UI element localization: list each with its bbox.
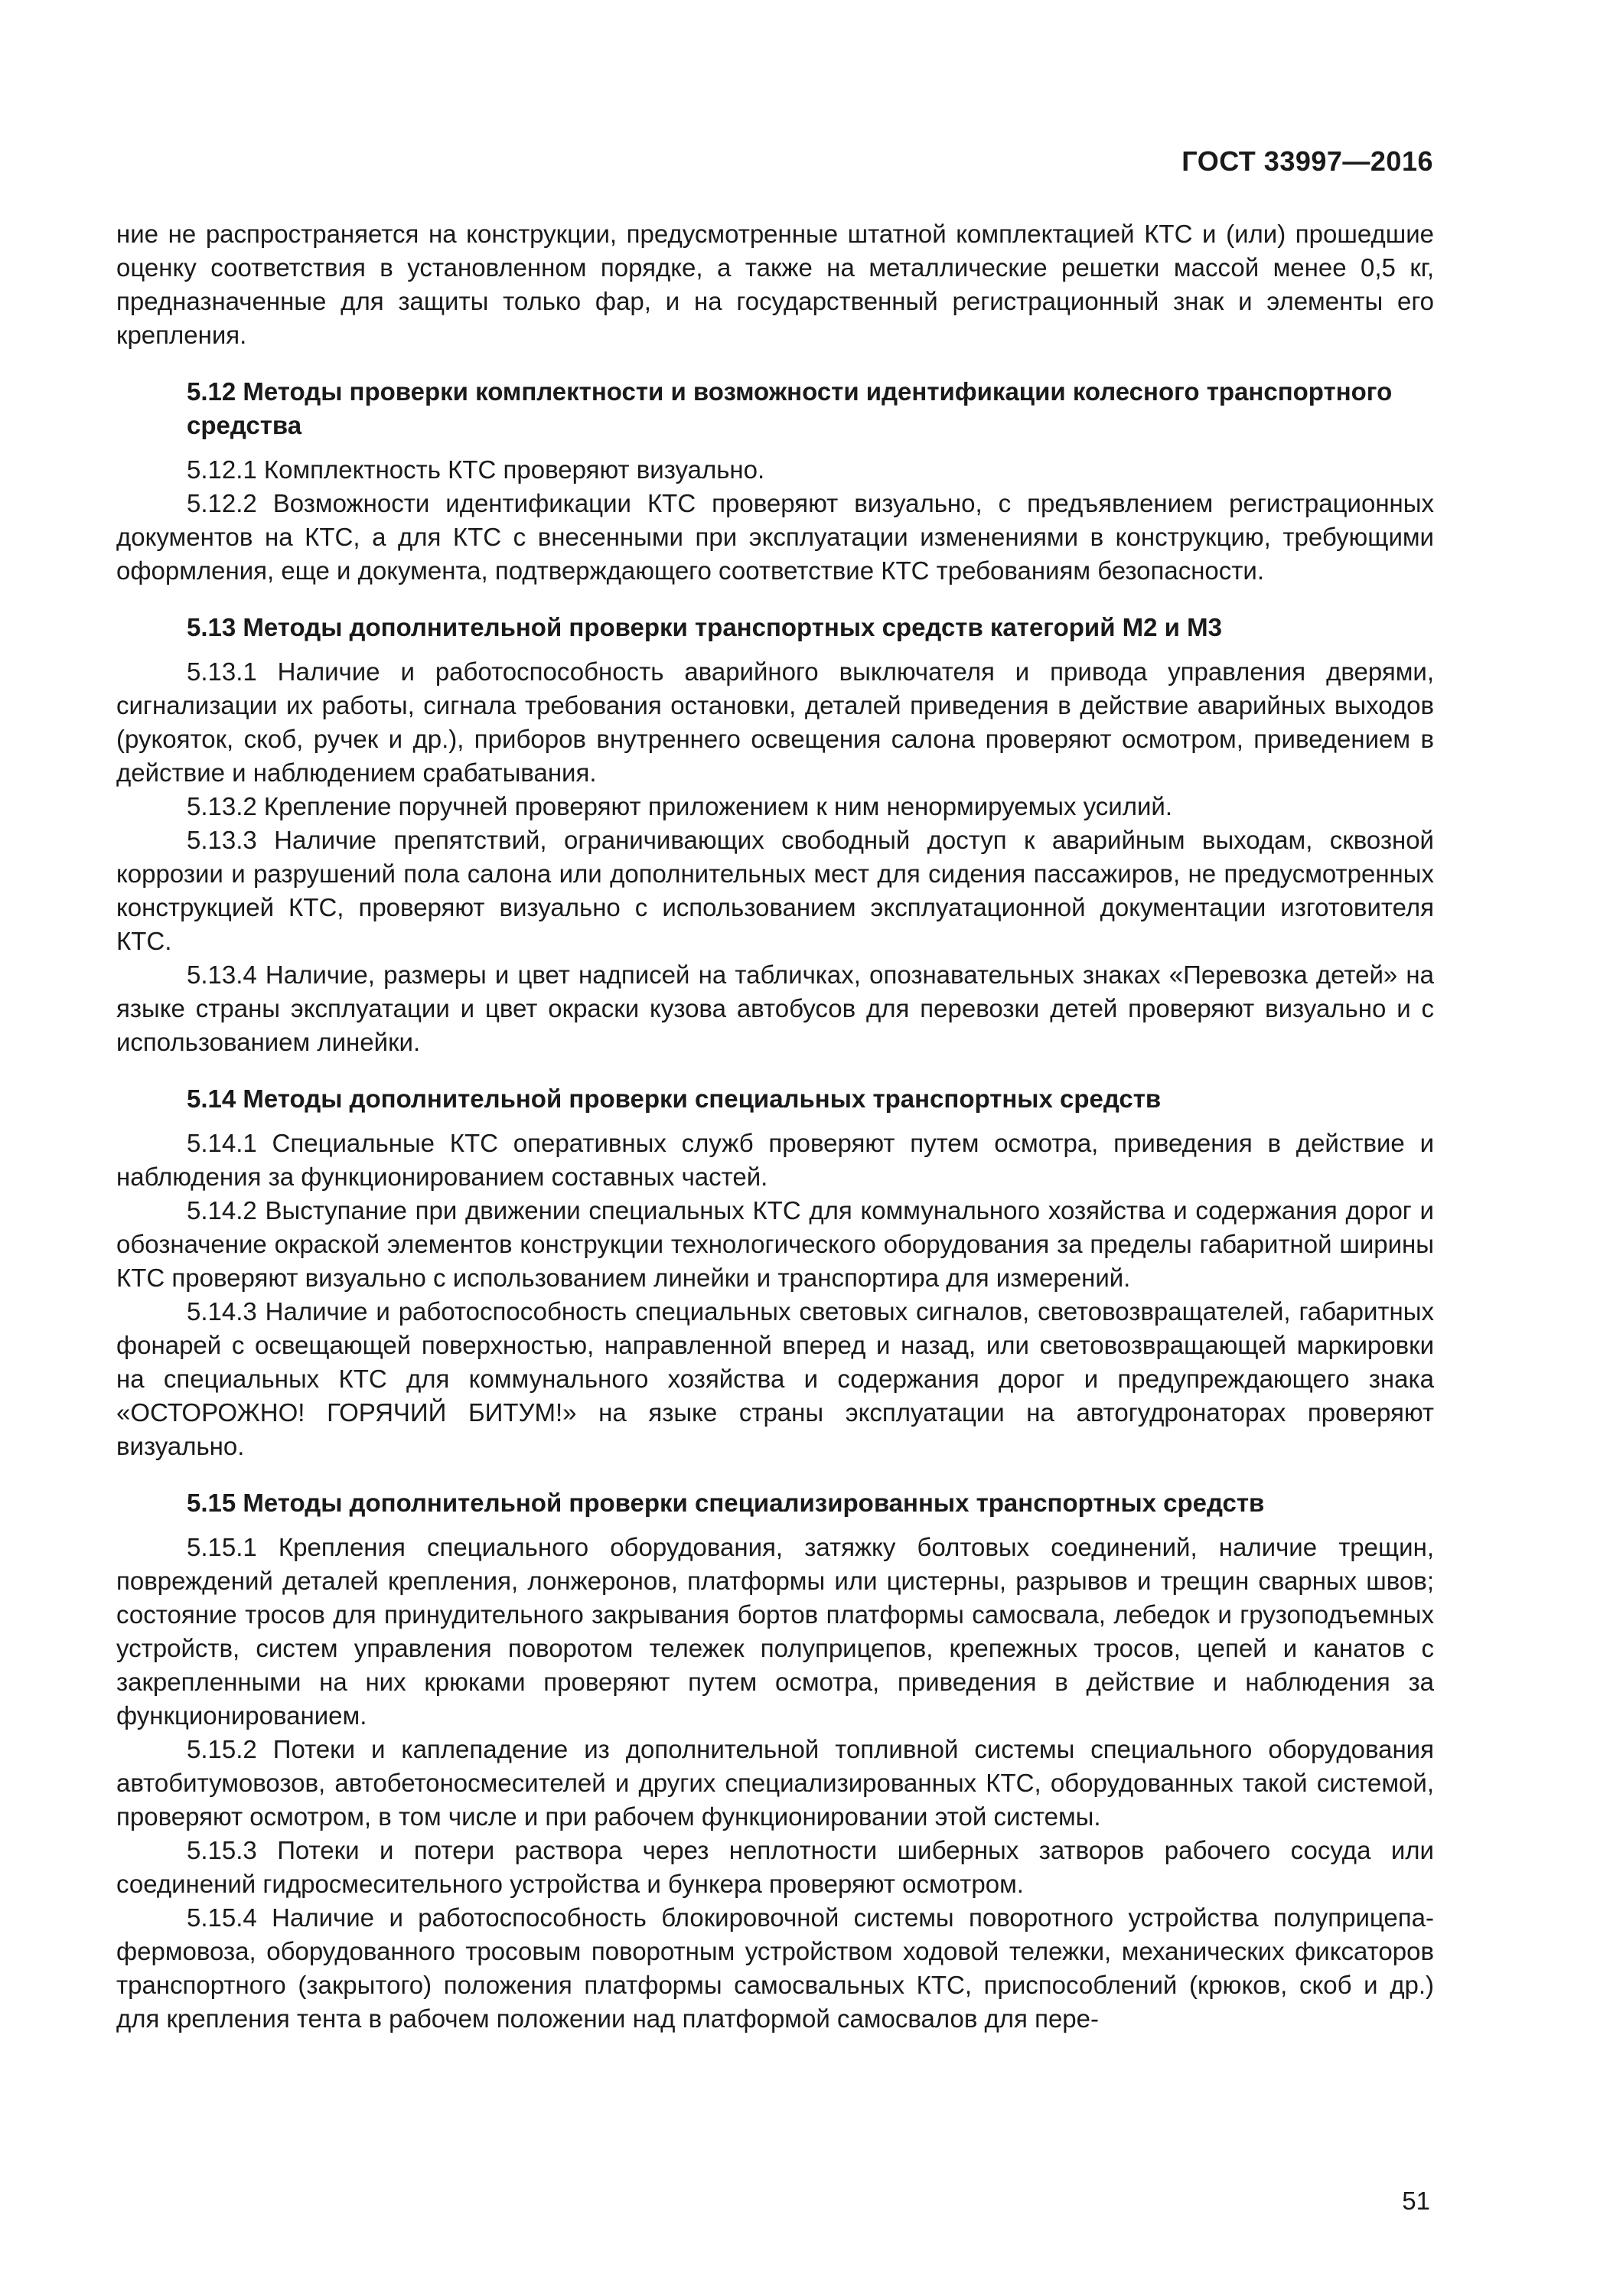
section-heading: 5.13 Методы дополнительной проверки транспортных средств категорий М2 и М3 bbox=[187, 613, 1222, 641]
section-heading: 5.15 Методы дополнительной проверки специализированных транспортных средств bbox=[187, 1489, 1265, 1517]
document-header: ГОСТ 33997—2016 bbox=[1181, 145, 1433, 177]
paragraph: 5.14.1 Специальные КТС оперативных служб проверяют путем осмотра, приведения в действие и наблюдения за функционированием составных частей. bbox=[116, 1129, 1434, 1191]
paragraph: 5.15.1 Крепления специального оборудования, затяжку болтовых соединений, наличие трещин, повреждений деталей крепления, лонжеронов, платформы или цистерны, разрывов и трещин сварных швов; состояние тросов для принудительного закрывания бортов платформы самосвала, лебедок и грузоподъемных устройств, систем управления поворотом тележек полуприцепов, крепежных тросов, цепей и канатов с закрепленными на них крюками проверяют путем осмотра, приведения в действие и наблюдения за функционированием. bbox=[116, 1533, 1434, 1730]
paragraph: 5.15.2 Потеки и каплепадение из дополнительной топливной системы специального оборудования автобитумовозов, автобетоносмесителей и других специализированных КТС, оборудованных такой системой, проверяют осмотром, в том числе и при рабочем функционировании этой системы. bbox=[116, 1735, 1434, 1831]
paragraph: ние не распространяется на конструкции, предусмотренные штатной комплектацией КТС и (или) прошедшие оценку соответствия в установленном порядке, а также на металлические решетки массой менее 0,5 кг, предназначенные для защиты только фар, и на государственный регистрационный знак и элементы его крепления. bbox=[116, 220, 1434, 349]
paragraph: 5.13.3 Наличие препятствий, ограничивающих свободный доступ к аварийным выходам, сквозной коррозии и разрушений пола салона или дополнительных мест для сидения пассажиров, не предусмотренных конструкцией КТС, проверяют визуально с использованием эксплуатационной документации изготовителя КТС. bbox=[116, 826, 1434, 955]
paragraph: 5.12.2 Возможности идентификации КТС проверяют визуально, с предъявлением регистрационных документов на КТС, а для КТС с внесенными при эксплуатации изменениями в конструкцию, требующими оформления, еще и документа, подтверждающего соответствие КТС требованиям безопасности. bbox=[116, 489, 1434, 585]
paragraph: 5.13.1 Наличие и работоспособность аварийного выключателя и привода управления дверями, сигнализации их работы, сигнала требования остановки, деталей приведения в действие аварийных выходов (рукояток, скоб, ручек и др.), приборов внутреннего освещения салона проверяют осмотром, приведением в действие и наблюдением срабатывания. bbox=[116, 657, 1434, 787]
section-heading: 5.14 Методы дополнительной проверки специальных транспортных средств bbox=[187, 1084, 1162, 1113]
paragraph: 5.12.1 Комплектность КТС проверяют визуально. bbox=[187, 455, 765, 484]
section-heading: 5.12 Методы проверки комплектности и возможности идентификации колесного транспортного средства bbox=[187, 377, 1393, 439]
paragraph: 5.14.3 Наличие и работоспособность специальных световых сигналов, световозвращателей, габаритных фонарей с освещающей поверхностью, направленной вперед и назад, или световозвращающей маркировки на специальных КТС для коммунального хозяйства и содержания дорог и предупреждающего знака «ОСТОРОЖНО! ГОРЯЧИЙ БИТУМ!» на языке страны эксплуатации на автогудронаторах проверяют визуально. bbox=[116, 1297, 1434, 1460]
paragraph: 5.15.4 Наличие и работоспособность блокировочной системы поворотного устройства полуприцепа-фермовоза, оборудованного тросовым поворотным устройством ходовой тележки, механических фиксаторов транспортного (закрытого) положения платформы самосвальных КТС, приспособлений (крюков, скоб и др.) для крепления тента в рабочем положении над платформой самосвалов для пере- bbox=[116, 1903, 1434, 2033]
page-number: 51 bbox=[1402, 2187, 1430, 2215]
document-body bbox=[116, 217, 1434, 2036]
paragraph: 5.13.2 Крепление поручней проверяют приложением к ним ненормируемых усилий. bbox=[187, 792, 1173, 820]
paragraph: 5.13.4 Наличие, размеры и цвет надписей на табличках, опознавательных знаках «Перевозка детей» на языке страны эксплуатации и цвет окраски кузова автобусов для перевозки детей проверяют визуально и с использованием линейки. bbox=[116, 960, 1434, 1056]
paragraph: 5.14.2 Выступание при движении специальных КТС для коммунального хозяйства и содержания дорог и обозначение окраской элементов конструкции технологического оборудования за пределы габаритной ширины КТС проверяют визуально с использованием линейки и транспортира для измерений. bbox=[116, 1196, 1434, 1292]
paragraph: 5.15.3 Потеки и потери раствора через неплотности шиберных затворов рабочего сосуда или соединений гидросмесительного устройства и бункера проверяют осмотром. bbox=[116, 1836, 1434, 1898]
